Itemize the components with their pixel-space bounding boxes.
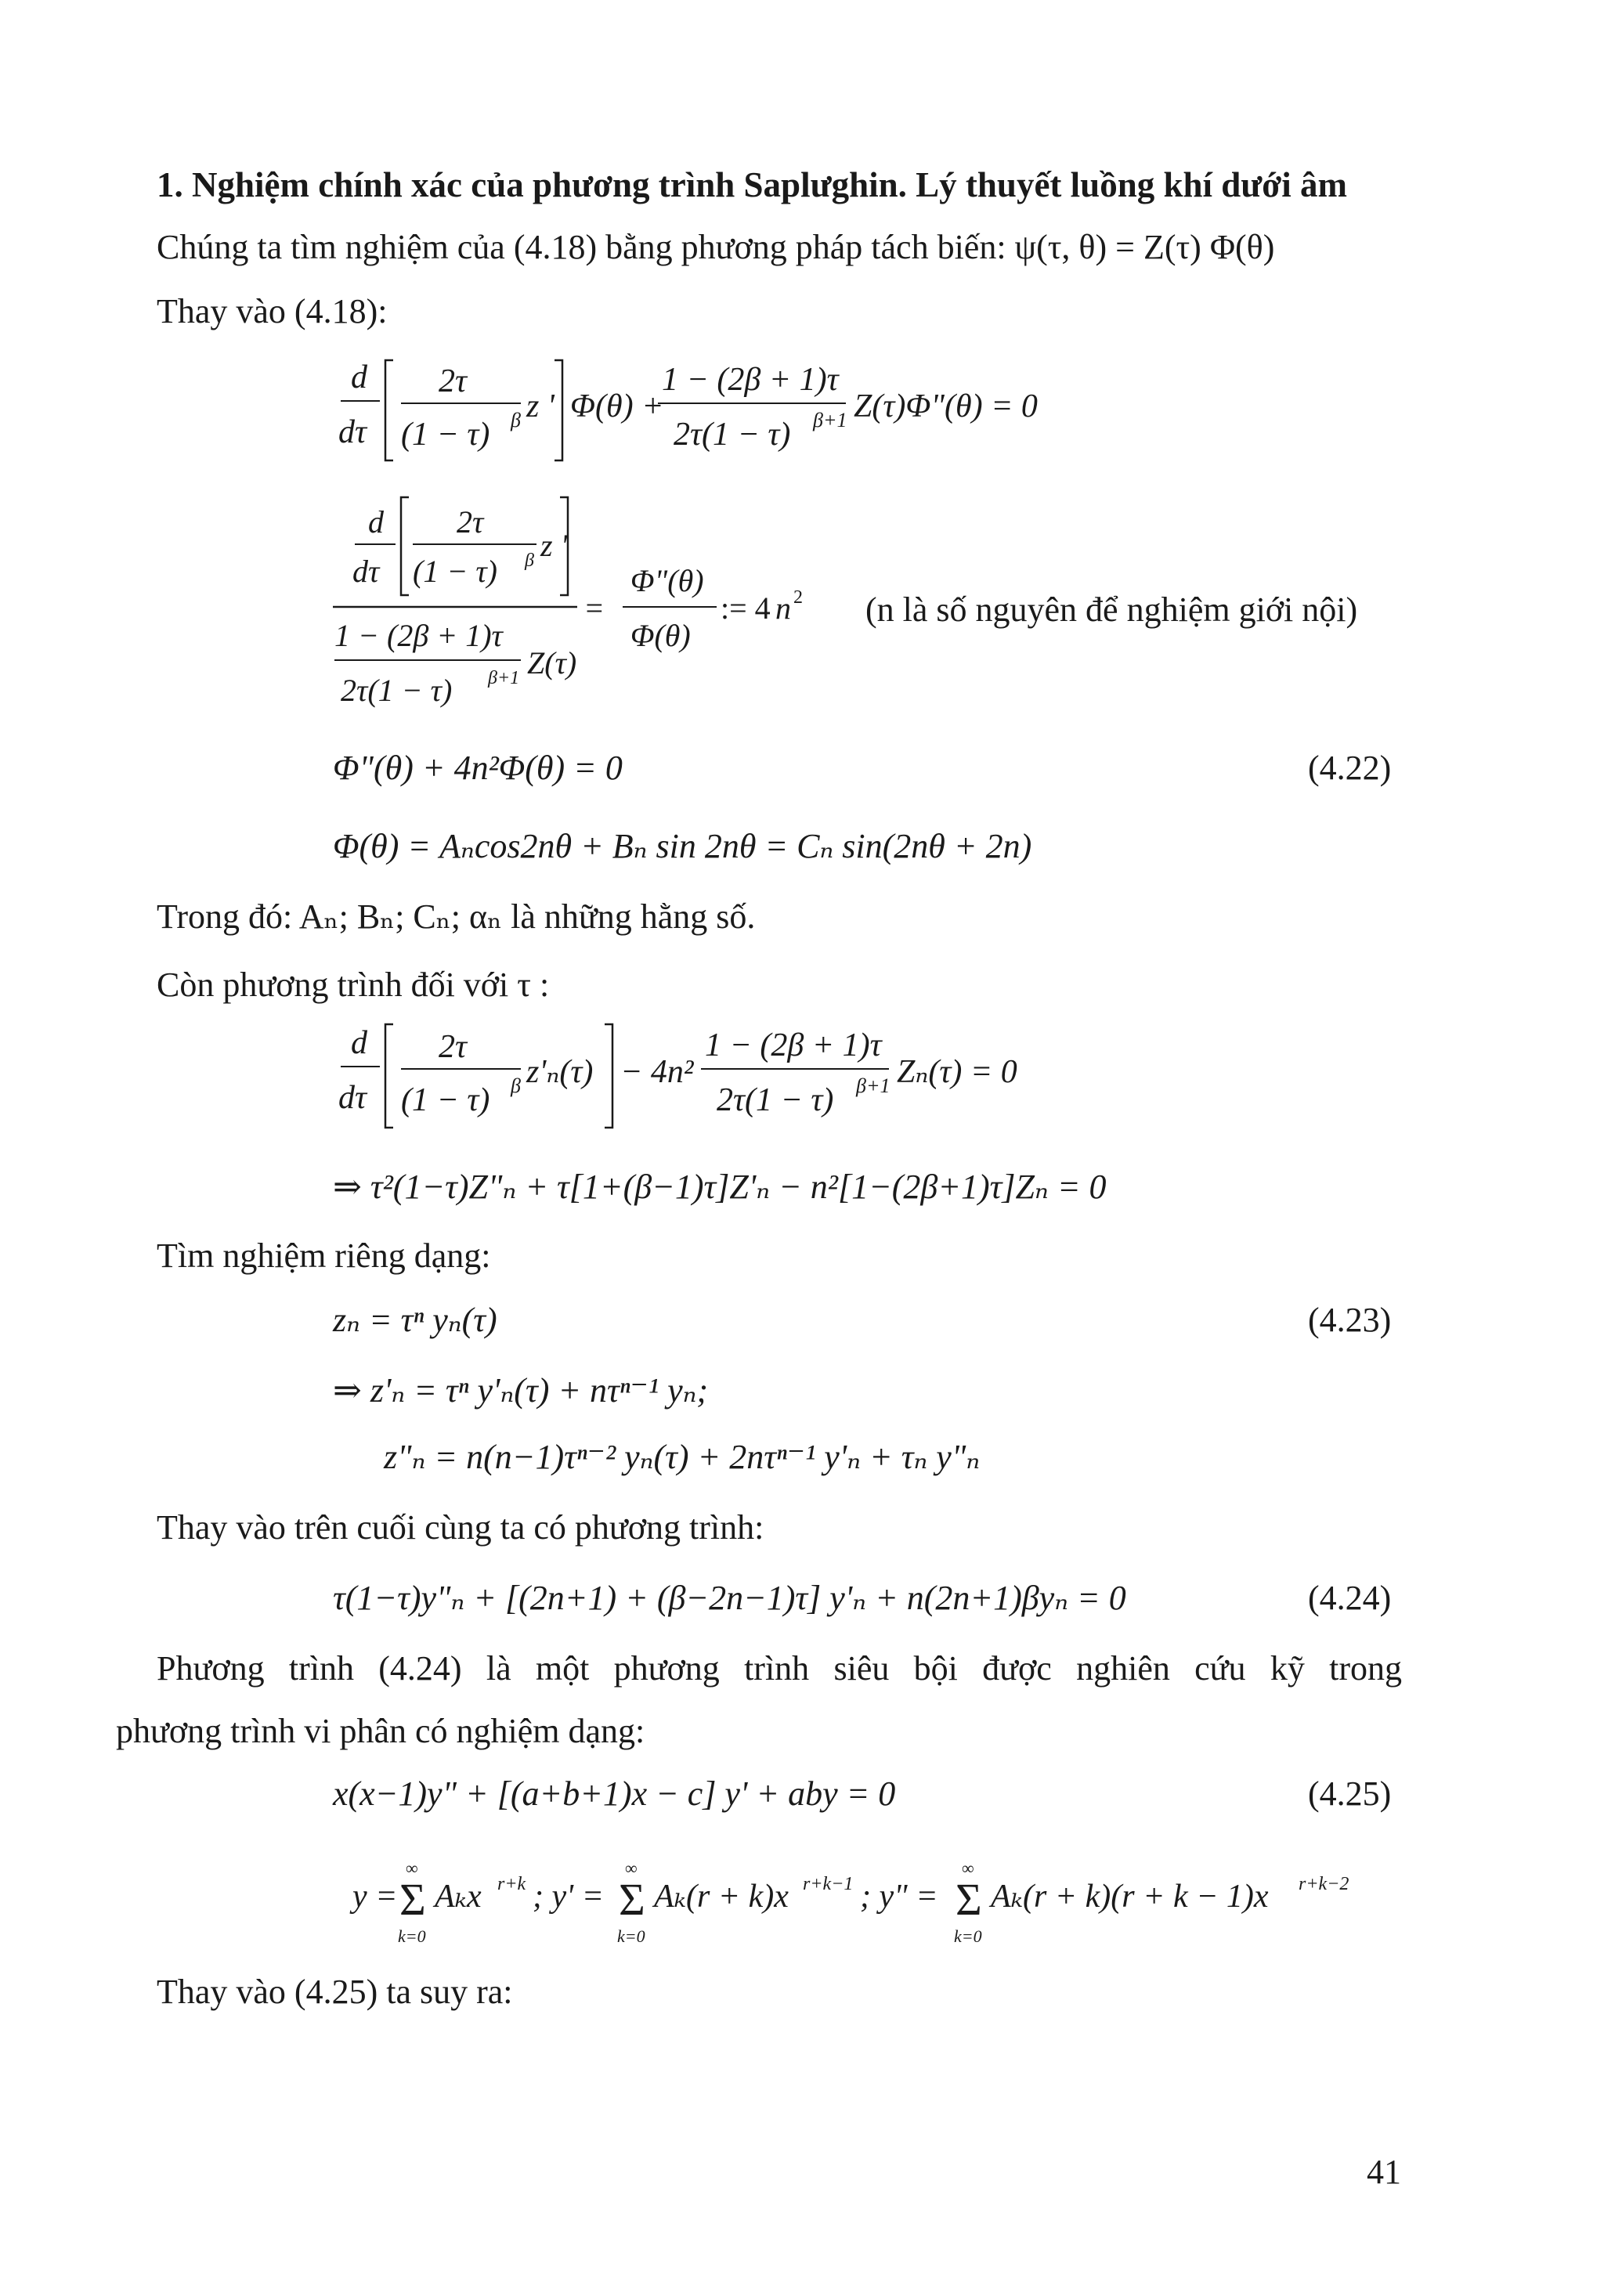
paragraph-final-equation: Thay vào trên cuối cùng ta có phương trình: [157, 1508, 764, 1547]
equation-4-22: Φ"(θ) + 4n²Φ(θ) = 0 [333, 749, 623, 787]
svg-text:1 − (2β + 1)τ: 1 − (2β + 1)τ [705, 1027, 882, 1063]
svg-text:2τ(1 − τ): 2τ(1 − τ) [341, 673, 453, 708]
equation-4-25: x(x−1)y" + [(a+b+1)x − c] y' + aby = 0 [333, 1774, 896, 1813]
svg-text:β: β [511, 409, 521, 431]
svg-text:n: n [775, 590, 791, 626]
equation-label-4-24: (4.24) [1308, 1579, 1392, 1617]
svg-text:y =: y = [352, 1879, 398, 1915]
svg-text:β: β [511, 1074, 521, 1097]
svg-text:Aₖ(r + k)x: Aₖ(r + k)x [654, 1879, 789, 1915]
svg-text:r+k−1: r+k−1 [803, 1874, 854, 1894]
svg-text:z'ₙ(τ): z'ₙ(τ) [526, 1054, 594, 1090]
svg-text:2τ: 2τ [439, 363, 468, 399]
svg-text:(1 − τ): (1 − τ) [401, 417, 490, 453]
svg-text:2: 2 [793, 587, 803, 608]
svg-text:1 − (2β + 1)τ: 1 − (2β + 1)τ [662, 362, 839, 398]
svg-text:; y" =: ; y" = [860, 1879, 938, 1915]
svg-text:− 4n²: − 4n² [620, 1054, 694, 1090]
svg-text:Aₖ(r + k)(r + k − 1)x: Aₖ(r + k)(r + k − 1)x [991, 1879, 1269, 1915]
equation-4-23-first-derivative: ⇒ z'ₙ = τⁿ y'ₙ(τ) + nτⁿ⁻¹ yₙ; [333, 1371, 709, 1410]
svg-text:β+1: β+1 [813, 409, 847, 431]
svg-text:2τ(1 − τ): 2τ(1 − τ) [717, 1082, 834, 1118]
svg-text:Σ: Σ [619, 1874, 645, 1925]
page-number: 41 [1367, 2153, 1401, 2191]
svg-text:Zₙ(τ) = 0: Zₙ(τ) = 0 [897, 1054, 1017, 1090]
svg-text:r+k: r+k [497, 1874, 526, 1894]
svg-text:r+k−2: r+k−2 [1299, 1874, 1349, 1894]
paragraph-tau-equation: Còn phương trình đối với τ : [157, 966, 550, 1004]
svg-text:∞: ∞ [406, 1858, 418, 1878]
svg-text:Φ"(θ): Φ"(θ) [630, 563, 704, 598]
svg-text:(1 − τ): (1 − τ) [401, 1082, 490, 1118]
equation-label-4-25: (4.25) [1308, 1774, 1392, 1813]
svg-text:z ': z ' [540, 528, 568, 563]
svg-text:Σ: Σ [399, 1874, 426, 1925]
equation-4-22-solution: Φ(θ) = Aₙcos2nθ + Bₙ sin 2nθ = Cₙ sin(2nθ + 2n) [333, 827, 1032, 865]
equation-tau-expanded: ⇒ τ²(1−τ)Z"ₙ + τ[1+(β−1)τ]Z'ₙ − n²[1−(2β+1)τ]Zₙ = 0 [333, 1168, 1107, 1206]
paragraph-particular-solution: Tìm nghiệm riêng dạng: [157, 1236, 491, 1275]
equation-tau [329, 1010, 1190, 1143]
equation-1 [329, 345, 1190, 478]
equation-4-23-second-derivative: z"ₙ = n(n−1)τⁿ⁻² yₙ(τ) + 2nτⁿ⁻¹ y'ₙ + τₙ y"ₙ [384, 1438, 981, 1476]
svg-text:β: β [525, 551, 534, 571]
equation-4-24: τ(1−τ)y"ₙ + [(2n+1) + (β−2n−1)τ] y'ₙ + n(2n+1)βyₙ = 0 [333, 1579, 1126, 1617]
paragraph-constants: Trong đó: Aₙ; Bₙ; Cₙ; αₙ là những hằng số. [157, 897, 756, 936]
svg-text:dτ: dτ [352, 554, 380, 589]
svg-text:Z(τ): Z(τ) [527, 645, 577, 680]
svg-text:Z(τ)Φ"(θ) = 0: Z(τ)Φ"(θ) = 0 [854, 388, 1038, 424]
svg-text:β+1: β+1 [856, 1074, 891, 1097]
section-title: 1. Nghiệm chính xác của phương trình Saplưghin. Lý thuyết luồng khí dưới âm [157, 165, 1347, 204]
svg-text:k=0: k=0 [954, 1926, 982, 1946]
svg-text:Φ(θ) +: Φ(θ) + [570, 388, 664, 424]
svg-text:=: = [583, 590, 605, 626]
svg-text:∞: ∞ [625, 1858, 638, 1878]
svg-text:2τ(1 − τ): 2τ(1 − τ) [674, 417, 791, 453]
paragraph-separation: Chúng ta tìm nghiệm của (4.18) bằng phương pháp tách biến: ψ(τ, θ) = Z(τ) Φ(θ) [157, 228, 1275, 266]
svg-text:dτ: dτ [338, 1080, 367, 1116]
svg-text:1 − (2β + 1)τ: 1 − (2β + 1)τ [334, 618, 503, 653]
svg-text:∞: ∞ [962, 1858, 974, 1878]
svg-text:2τ: 2τ [457, 504, 484, 540]
svg-text:k=0: k=0 [398, 1926, 426, 1946]
svg-text:β+1: β+1 [488, 668, 520, 688]
svg-text:Aₖx: Aₖx [435, 1879, 482, 1915]
svg-text:d: d [368, 504, 384, 540]
paragraph-substitute: Thay vào (4.18): [157, 292, 388, 330]
svg-text:(1 − τ): (1 − τ) [413, 554, 497, 589]
svg-text:z ': z ' [526, 388, 555, 424]
equation-4-23: zₙ = τⁿ yₙ(τ) [333, 1301, 497, 1339]
paragraph-substitute-4-25: Thay vào (4.25) ta suy ra: [157, 1973, 513, 2011]
svg-text:d: d [351, 359, 367, 395]
equation-2-note: (n là số nguyên để nghiệm giới nội) [865, 590, 1358, 629]
paragraph-hypergeometric-line1: Phương trình (4.24) là một phương trình siêu bội được nghiên cứu kỹ trong [157, 1649, 1402, 1688]
svg-text:2τ: 2τ [439, 1029, 468, 1065]
svg-text:d: d [351, 1025, 367, 1061]
svg-text:k=0: k=0 [617, 1926, 645, 1946]
equation-label-4-23: (4.23) [1308, 1301, 1392, 1339]
svg-text:Φ(θ): Φ(θ) [630, 618, 691, 653]
svg-text::= 4: := 4 [721, 590, 771, 626]
svg-text:; y' =: ; y' = [533, 1879, 604, 1915]
equation-label-4-22: (4.22) [1308, 749, 1392, 787]
paragraph-hypergeometric-line2: phương trình vi phân có nghiệm dạng: [116, 1712, 645, 1750]
svg-text:dτ: dτ [338, 414, 367, 450]
svg-text:Σ: Σ [956, 1874, 982, 1925]
equation-series [337, 1844, 1449, 1962]
